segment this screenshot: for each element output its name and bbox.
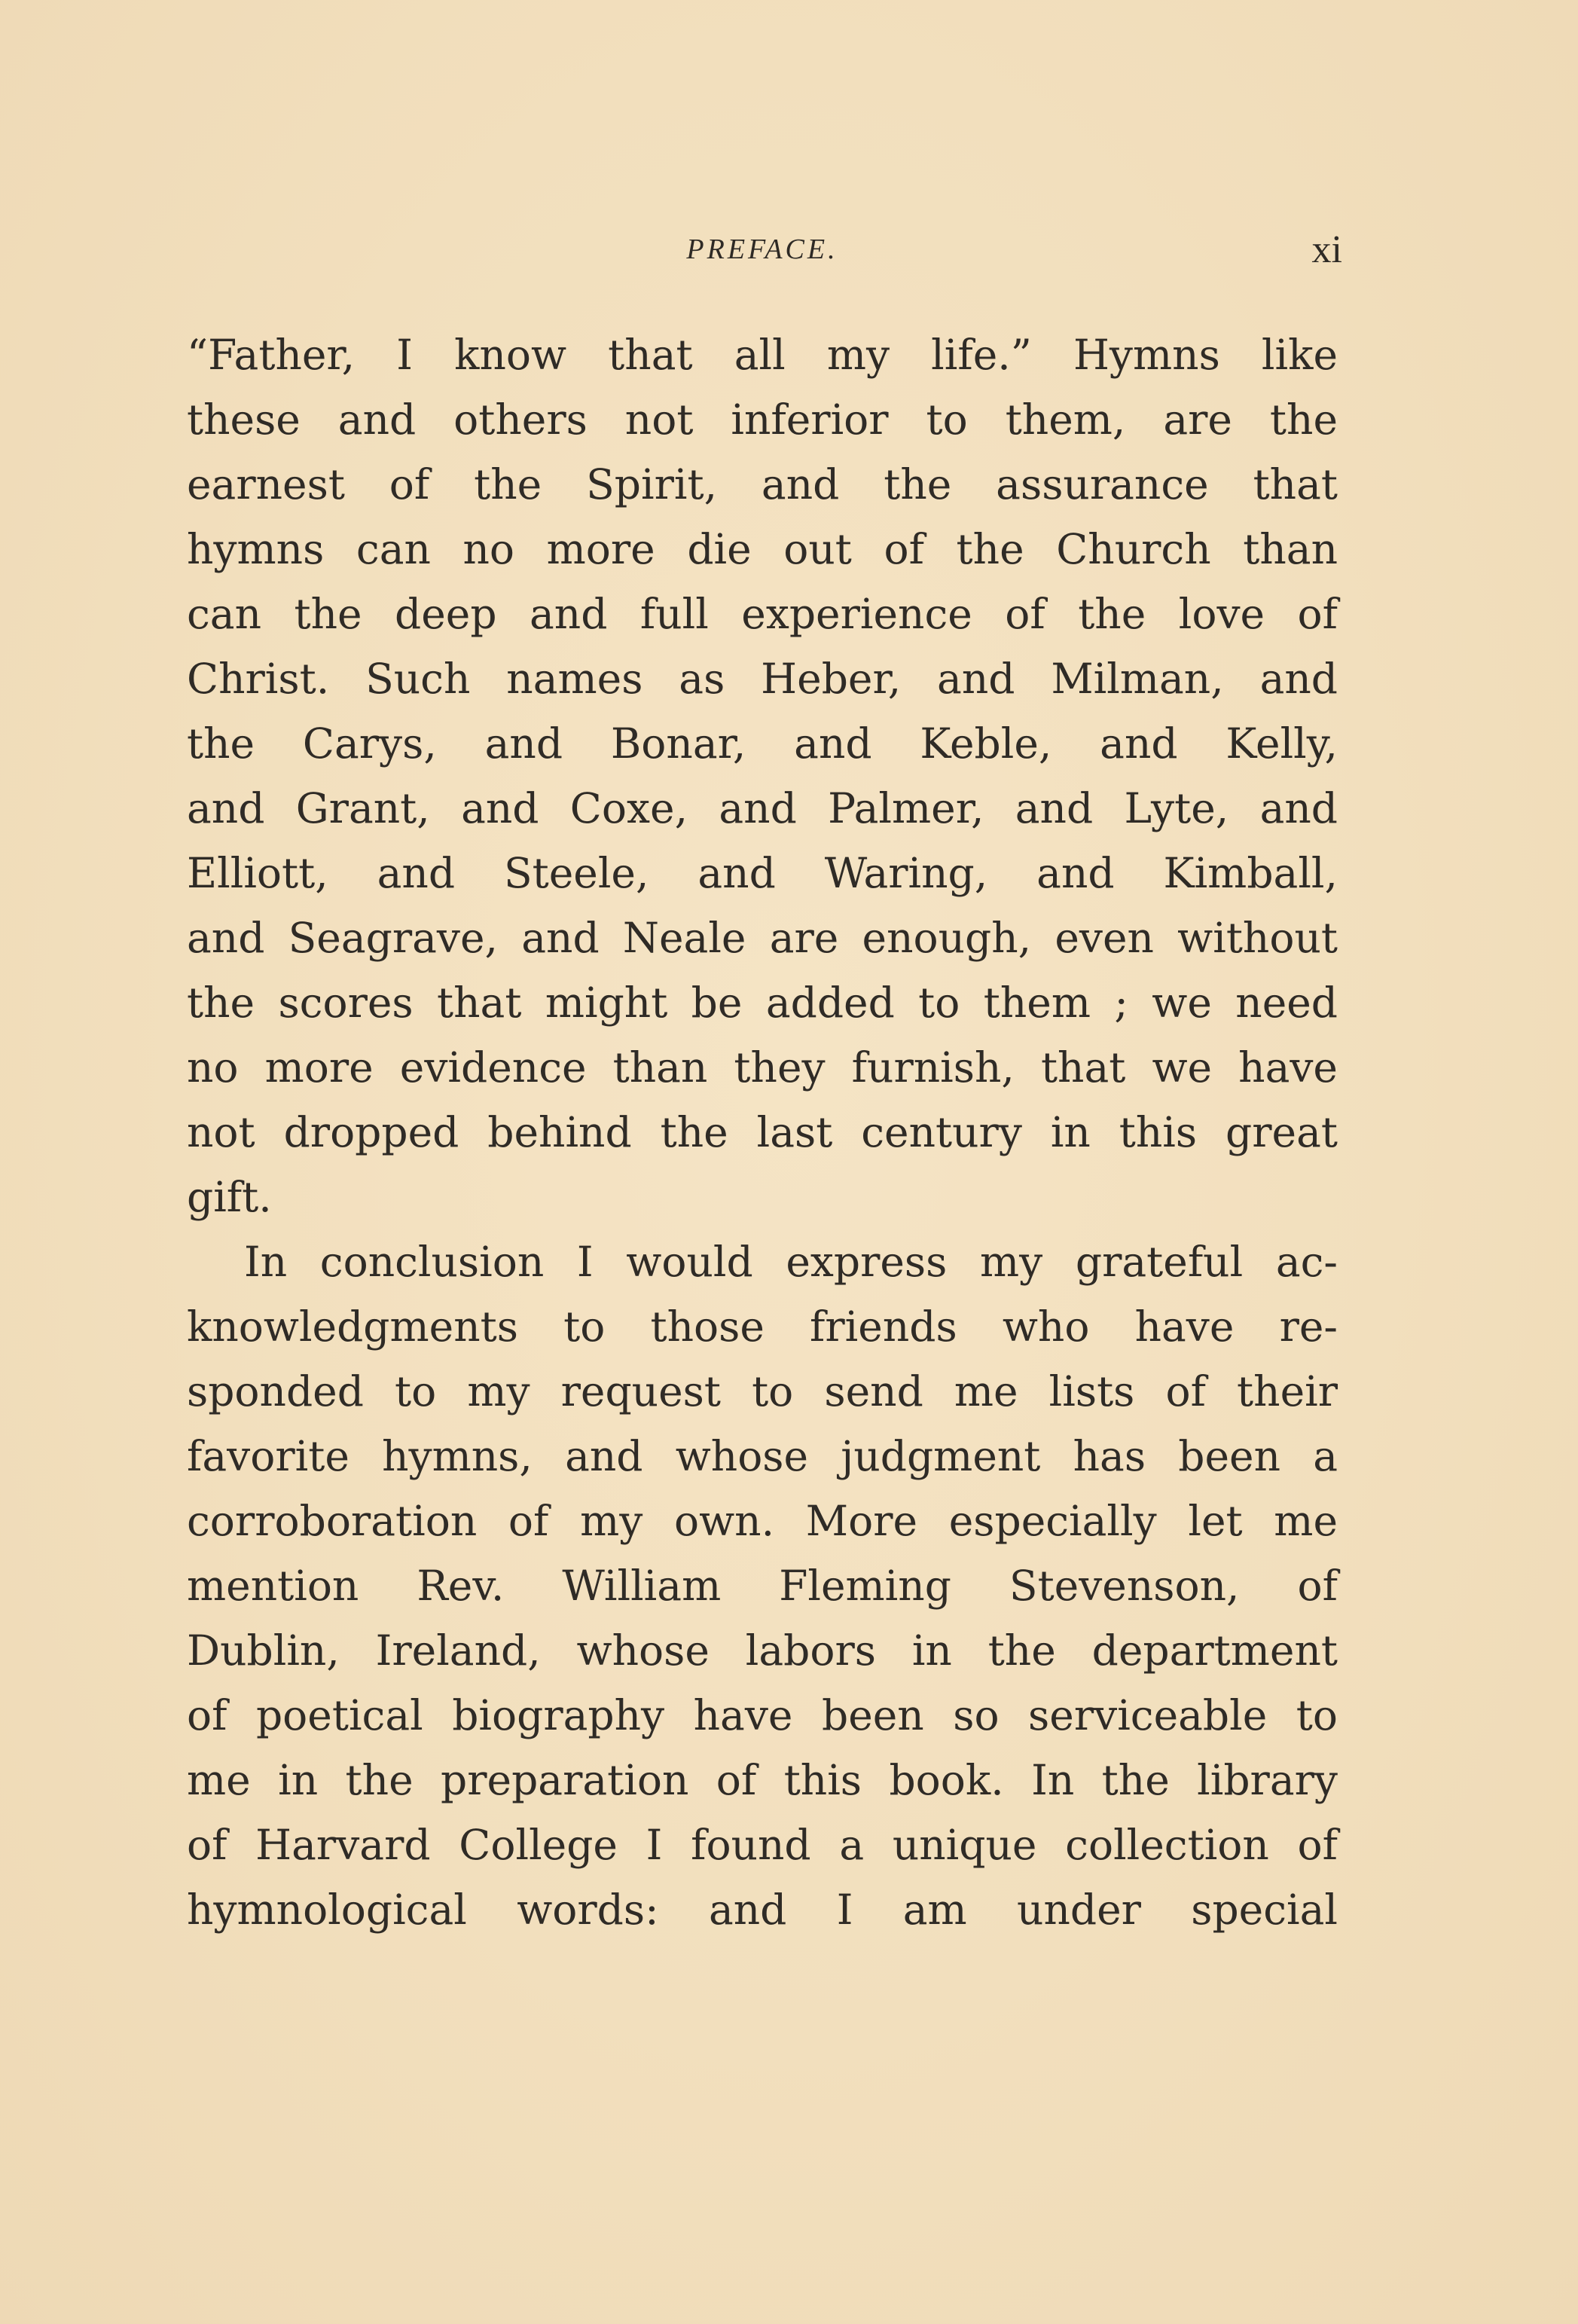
text-line: and Grant, and Coxe, and Palmer, and Lyte, and: [187, 784, 1338, 832]
text-line: me in the preparation of this book. In the library: [187, 1756, 1338, 1804]
text-line: the scores that might be added to them ; we need: [187, 979, 1338, 1027]
text-line: “Father, I know that all my life.” Hymns like: [187, 331, 1338, 379]
text-line: Christ. Such names as Heber, and Milman, and: [187, 655, 1338, 703]
paragraph-2: [187, 1229, 1338, 1942]
running-head-title: PREFACE.: [686, 234, 838, 265]
text-line: the Carys, and Bonar, and Keble, and Kelly,: [187, 719, 1338, 768]
text-line: and Seagrave, and Neale are enough, even without: [187, 914, 1338, 962]
text-line: not dropped behind the last century in this great: [187, 1108, 1338, 1156]
text-line: sponded to my request to send me lists of their: [187, 1367, 1338, 1415]
text-line: corroboration of my own. More especially let me: [187, 1497, 1338, 1545]
text-line: hymnological words: and I am under special: [187, 1886, 1338, 1934]
text-line: of Harvard College I found a unique collection of: [187, 1821, 1338, 1869]
text-line: Dublin, Ireland, whose labors in the department: [187, 1626, 1338, 1675]
text-line: mention Rev. William Fleming Stevenson, of: [187, 1562, 1338, 1610]
running-head: [187, 226, 1342, 286]
text-line: hymns can no more die out of the Church than: [187, 525, 1338, 573]
text-line: can the deep and full experience of the love of: [187, 590, 1338, 638]
text-line: these and others not inferior to them, are the: [187, 395, 1338, 444]
text-line: Elliott, and Steele, and Waring, and Kimball,: [187, 849, 1338, 897]
paragraph-1: [187, 322, 1338, 1229]
text-line: of poetical biography have been so serviceable to: [187, 1691, 1338, 1739]
page-number: xi: [1311, 228, 1342, 271]
text-line: favorite hymns, and whose judgment has been a: [187, 1432, 1338, 1480]
text-line: knowledgments to those friends who have re-: [187, 1302, 1338, 1351]
text-line: earnest of the Spirit, and the assurance that: [187, 460, 1338, 508]
body-text: [187, 322, 1338, 1942]
text-line: gift.: [187, 1173, 272, 1221]
text-line: no more evidence than they furnish, that we have: [187, 1043, 1338, 1092]
text-line: In conclusion I would express my grateful ac-: [244, 1238, 1338, 1286]
